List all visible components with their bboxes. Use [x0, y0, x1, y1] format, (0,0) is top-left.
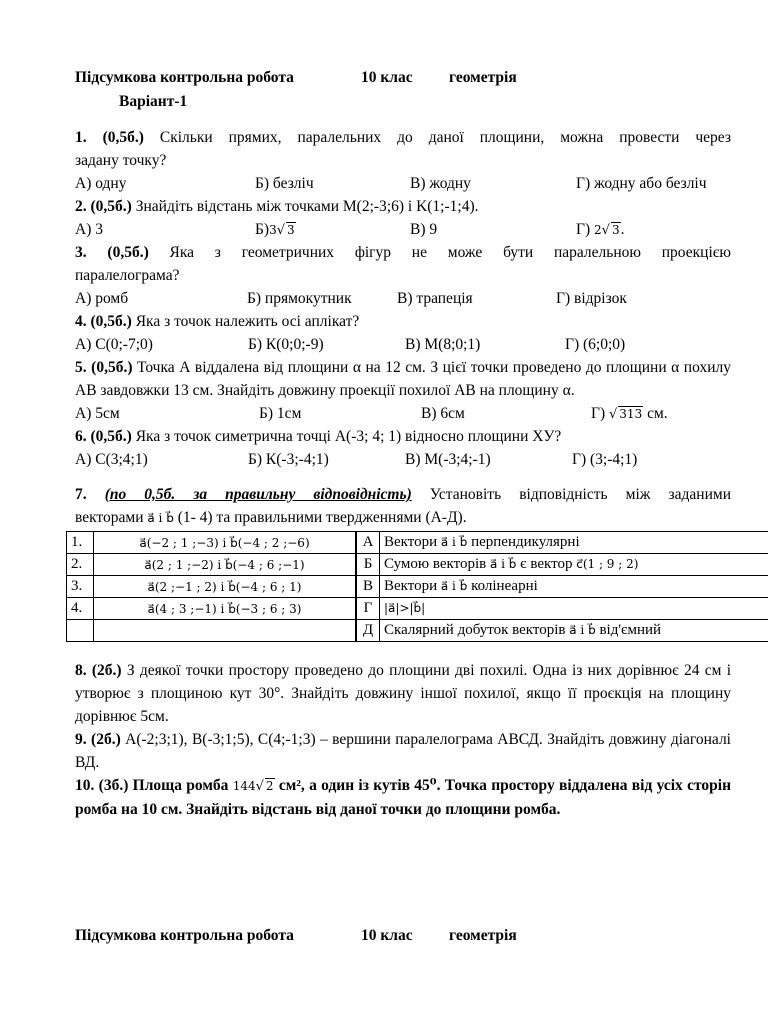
header-subject: геометрія — [449, 69, 517, 86]
q6-text: Яка з точок симетрична точці А(-3; 4; 1) відносно площини ХУ? — [131, 428, 562, 445]
vectors-table-row — [67, 598, 356, 620]
q4-line — [75, 310, 731, 333]
q3-options — [75, 287, 731, 310]
q8-text-block — [75, 659, 731, 728]
q6-option-d: Г) (3;-4;1) — [572, 451, 638, 468]
q6-option-a: А) С(3;4;1) — [75, 451, 148, 468]
q3-option-b: Б) прямокутник — [247, 290, 352, 307]
q7-statements-table — [356, 531, 768, 642]
q4-num: 4. — [75, 313, 87, 330]
page-header — [75, 66, 731, 90]
footer-header-title: Підсумкова контрольна робота — [75, 927, 294, 944]
q1-option-d: Г) жодну або безліч — [576, 175, 707, 192]
q2-options — [75, 218, 731, 241]
q1-points: (0,5б.) — [102, 129, 144, 146]
q5-option-c: В) 6см — [421, 405, 465, 422]
statement-text: |a⃗|>|b⃗| — [380, 598, 768, 620]
q3-points: (0,5б.) — [107, 244, 149, 261]
q2-option-a: А) 3 — [75, 221, 103, 238]
q3-line2: паралелограма? — [75, 267, 180, 284]
statements-table-row — [357, 620, 768, 642]
header-title: Підсумкова контрольна робота — [75, 69, 294, 86]
q8-points: (2б.) — [91, 662, 122, 679]
q4-option-a: А) С(0;-7;0) — [75, 336, 153, 353]
q5-text-block — [75, 356, 731, 402]
vector-pair: a⃗(2 ; 1 ;−2) і b⃗(−4 ; 6 ;−1) — [94, 554, 356, 576]
q7-tables — [71, 531, 731, 649]
q3-num: 3. — [75, 244, 87, 261]
vector-pair: a⃗(2 ;−1 ; 2) і b⃗(−4 ; 6 ; 1) — [94, 576, 356, 598]
test-page — [71, 66, 732, 944]
q7-line1 — [75, 483, 731, 506]
q7-line2: векторами a⃗ і b⃗ (1- 4) та правильними твердженнями (А-Д). — [75, 509, 467, 526]
q7-vectors-table — [66, 531, 356, 642]
q5-option-a: А) 5см — [75, 405, 120, 422]
statement-letter: Б — [357, 554, 380, 576]
row-number: 1. — [67, 532, 94, 554]
statement-text: Вектори a⃗ і b⃗ перпендикулярні — [380, 532, 768, 554]
q5-option-d: Г) √ 313 см. — [591, 405, 668, 422]
statement-letter: Г — [357, 598, 380, 620]
vector-pair: a⃗(4 ; 3 ;−1) і b⃗(−3 ; 6 ; 3) — [94, 598, 356, 620]
q9-text-block — [75, 728, 731, 774]
vectors-table-row — [67, 620, 356, 642]
q2-text: Знайдіть відстань між точками M(2;-3;6) і K(1;-1;4). — [131, 198, 479, 215]
q2-option-c: В) 9 — [410, 221, 438, 238]
q2-points: (0,5б.) — [90, 198, 132, 215]
q4-option-c: В) М(8;0;1) — [405, 336, 481, 353]
q6-option-b: Б) К(-3;-4;1) — [248, 451, 329, 468]
vectors-table-row — [67, 554, 356, 576]
q10-num: 10. — [75, 777, 95, 794]
q9-text: А(-2;3;1), В(-3;1;5), С(4;-1;3) – вершини паралелограма АВСД. Знайдіть довжину діагоналі ВД. — [75, 731, 731, 771]
q9-points: (2б.) — [91, 731, 121, 748]
q3-text-1: Яка з геометричних фігур не може бути паралельною проекцією — [148, 244, 731, 261]
row-number: 3. — [67, 576, 94, 598]
statement-letter: Д — [357, 620, 380, 642]
statements-table-row — [357, 576, 768, 598]
q2-line — [75, 195, 731, 218]
q1-text-1: Скільки прямих, паралельних до даної площини, можна провести через — [143, 129, 731, 146]
q10-text-block: 10. (3б.) Площа ромба 144√ 2 см², а один із кутів 45⁰. Точка простору віддалена від усіх сторін ромба на 10 см. Знайдіть відстань від даної точки до площини ромба. — [75, 777, 731, 818]
q1-option-c: В) жодну — [410, 175, 471, 192]
row-number: 4. — [67, 598, 94, 620]
q6-points: (0,5б.) — [90, 428, 132, 445]
q9-num: 9. — [75, 731, 87, 748]
q3-line1 — [75, 241, 731, 264]
statement-letter: В — [357, 576, 380, 598]
q4-points: (0,5б.) — [90, 313, 132, 330]
q5-num: 5. — [75, 359, 87, 376]
q5-option-b: Б) 1см — [259, 405, 302, 422]
statement-text: Вектори a⃗ і b⃗ колінеарні — [380, 576, 768, 598]
q6-options — [75, 448, 731, 471]
q1-line2: задану точку? — [75, 152, 167, 169]
statement-text: Скалярний добуток векторів a⃗ і b⃗ від'ємний — [380, 620, 768, 642]
statements-table-row — [357, 598, 768, 620]
q1-option-b: Б) безліч — [255, 175, 314, 192]
q1-option-a: А) одну — [75, 175, 127, 192]
q4-options — [75, 333, 731, 356]
q6-line — [75, 425, 731, 448]
q5-points: (0,5б.) — [91, 359, 133, 376]
q4-text: Яка з точок належить осі аплікат? — [131, 313, 360, 330]
q5-options — [75, 402, 731, 425]
statements-table-row — [357, 554, 768, 576]
q10-points: (3б.) — [98, 777, 129, 794]
q5-text: Точка А віддалена від площини α на 12 см. З цієї точки проведено до площини α похилу АВ завдовжки 13 см. Знайдіть довжину проекції похилої АВ на площину α. — [75, 359, 731, 399]
header-grade: 10 клас — [361, 69, 413, 86]
variant-label: Варіант-1 — [119, 93, 188, 110]
q3-option-c: В) трапеція — [397, 290, 473, 307]
footer-header-grade: 10 клас — [361, 927, 413, 944]
statement-letter: А — [357, 532, 380, 554]
vectors-table-row — [67, 576, 356, 598]
vectors-table-row — [67, 532, 356, 554]
q1-options — [75, 172, 731, 195]
statements-table-row — [357, 532, 768, 554]
q4-option-b: Б) К(0;0;-9) — [248, 336, 324, 353]
q8-text: З деякої точки простору проведено до площини дві похилі. Одна із них дорівнює 24 см і утворює з площиною кут 30°. Знайдіть довжину іншої похилої, якщо її проєкція на площину дорівнює 5см. — [75, 662, 732, 725]
q3-option-d: Г) відрізок — [556, 290, 627, 307]
q6-option-c: В) М(-3;4;-1) — [405, 451, 491, 468]
statement-text: Сумою векторів a⃗ і b⃗ є вектор c⃗(1 ; 9 ; 2) — [380, 554, 768, 576]
q2-option-d: Г) 2√ 3. — [576, 221, 625, 238]
footer-header-subject: геометрія — [449, 927, 517, 944]
q2-num: 2. — [75, 198, 87, 215]
row-number — [67, 620, 94, 642]
vector-pair: a⃗(−2 ; 1 ;−3) і b⃗(−4 ; 2 ;−6) — [94, 532, 356, 554]
q7-text-a: Установіть відповідність між заданими — [411, 486, 731, 503]
q1-num: 1. — [75, 129, 87, 146]
q3-option-a: А) ромб — [75, 290, 129, 307]
footer-header — [75, 924, 731, 948]
q6-num: 6. — [75, 428, 87, 445]
q2-option-b: Б)3√ 3 — [255, 221, 295, 238]
q1-line1 — [75, 126, 731, 149]
vector-pair — [94, 620, 356, 642]
q7-num: 7. — [75, 486, 87, 503]
q7-points: (по 0,5б. за правильну відповідність) — [104, 486, 412, 503]
q8-num: 8. — [75, 662, 87, 679]
row-number: 2. — [67, 554, 94, 576]
q4-option-d: Г) (6;0;0) — [565, 336, 626, 353]
